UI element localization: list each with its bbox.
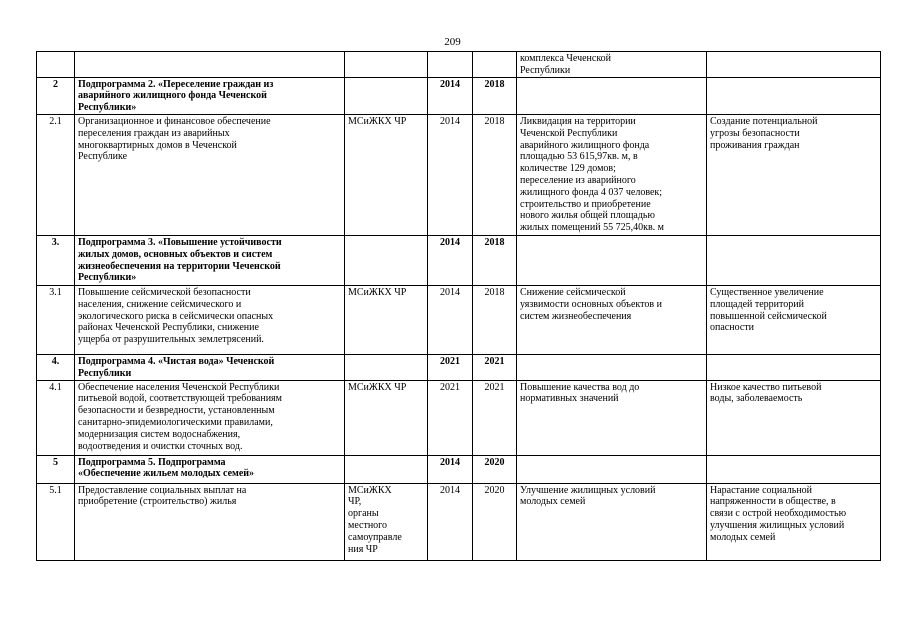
row-end-year: 2021 [473, 380, 517, 455]
row-name: Подпрограмма 5. Подпрограмма «Обеспечение жильем молодых семей» [75, 455, 345, 483]
table-row [37, 52, 881, 78]
row-executor [345, 52, 428, 78]
table-row [37, 114, 881, 235]
row-start-year [428, 52, 473, 78]
row-expected-result: Улучшение жилищных условий молодых семей [517, 483, 707, 560]
row-name: Обеспечение населения Чеченской Республики питьевой водой, соответствующей требованиям безопасности и безвредности, установленным санитарно-эпидемиологическими правилами, модернизация систем водоснабжения, водоотведения и очистки сточных вод. [75, 380, 345, 455]
row-start-year: 2014 [428, 114, 473, 235]
row-expected-result: Повышение качества вод до нормативных значений [517, 380, 707, 455]
row-executor [345, 354, 428, 380]
row-executor: МСиЖКХ ЧР [345, 380, 428, 455]
row-executor: МСиЖКХ ЧР [345, 114, 428, 235]
row-end-year: 2018 [473, 114, 517, 235]
row-number: 4.1 [37, 380, 75, 455]
row-consequence [707, 354, 881, 380]
row-name [75, 52, 345, 78]
row-end-year: 2020 [473, 455, 517, 483]
row-expected-result: Снижение сейсмической уязвимости основных объектов и систем жизнеобеспечения [517, 285, 707, 354]
row-end-year: 2021 [473, 354, 517, 380]
row-number: 5.1 [37, 483, 75, 560]
row-name: Подпрограмма 4. «Чистая вода» Чеченской Республики [75, 354, 345, 380]
row-consequence: Создание потенциальной угрозы безопасности проживания граждан [707, 114, 881, 235]
row-expected-result: Ликвидация на территории Чеченской Республики аварийного жилищного фонда площадью 53 615,97кв. м, в количестве 129 домов; переселение из аварийного жилищного фонда 4 037 человек; строительство и приобретение нового жилья общей площадью жилых помещений 55 725,40кв. м [517, 114, 707, 235]
page-number: 209 [444, 36, 461, 48]
row-name: Повышение сейсмической безопасности населения, снижение сейсмического и экологического риска в сейсмически опасных районах Чеченской Республики, снижение ущерба от разрушительных землетрясений. [75, 285, 345, 354]
row-consequence: Низкое качество питьевой воды, заболеваемость [707, 380, 881, 455]
row-expected-result: комплекса Чеченской Республики [517, 52, 707, 78]
row-start-year: 2021 [428, 354, 473, 380]
row-number: 2 [37, 77, 75, 114]
row-consequence: Нарастание социальной напряженности в обществе, в связи с острой необходимостью улучшения жилищных условий молодых семей [707, 483, 881, 560]
row-executor [345, 77, 428, 114]
row-executor [345, 455, 428, 483]
row-executor: МСиЖКХ ЧР [345, 285, 428, 354]
row-name: Подпрограмма 2. «Переселение граждан из аварийного жилищного фонда Чеченской Республики» [75, 77, 345, 114]
row-start-year: 2014 [428, 77, 473, 114]
table-row [37, 380, 881, 455]
row-number: 4. [37, 354, 75, 380]
row-start-year: 2014 [428, 483, 473, 560]
table-row [37, 483, 881, 560]
table-row [37, 354, 881, 380]
row-consequence [707, 52, 881, 78]
row-name: Предоставление социальных выплат на приобретение (строительство) жилья [75, 483, 345, 560]
row-consequence [707, 77, 881, 114]
row-consequence: Существенное увеличение площадей территорий повышенной сейсмической опасности [707, 285, 881, 354]
table-row [37, 235, 881, 285]
program-table [36, 51, 881, 561]
row-start-year: 2014 [428, 285, 473, 354]
row-expected-result [517, 235, 707, 285]
row-number: 3.1 [37, 285, 75, 354]
row-consequence [707, 235, 881, 285]
row-number: 2.1 [37, 114, 75, 235]
row-end-year [473, 52, 517, 78]
table-row [37, 285, 881, 354]
row-executor [345, 235, 428, 285]
row-expected-result [517, 354, 707, 380]
row-end-year: 2018 [473, 77, 517, 114]
row-number [37, 52, 75, 78]
row-consequence [707, 455, 881, 483]
row-start-year: 2014 [428, 455, 473, 483]
row-number: 5 [37, 455, 75, 483]
row-end-year: 2018 [473, 235, 517, 285]
row-end-year: 2018 [473, 285, 517, 354]
table-row [37, 455, 881, 483]
row-number: 3. [37, 235, 75, 285]
row-name: Организационное и финансовое обеспечение переселения граждан из аварийных многоквартирных домов в Чеченской Республике [75, 114, 345, 235]
table-row [37, 77, 881, 114]
row-expected-result [517, 77, 707, 114]
row-start-year: 2014 [428, 235, 473, 285]
table-body [37, 52, 881, 561]
row-executor: МСиЖКХ ЧР, органы местного самоуправле ния ЧР [345, 483, 428, 560]
row-expected-result [517, 455, 707, 483]
row-name: Подпрограмма 3. «Повышение устойчивости жилых домов, основных объектов и систем жизнеобеспечения на территории Чеченской Республики» [75, 235, 345, 285]
row-start-year: 2021 [428, 380, 473, 455]
row-end-year: 2020 [473, 483, 517, 560]
